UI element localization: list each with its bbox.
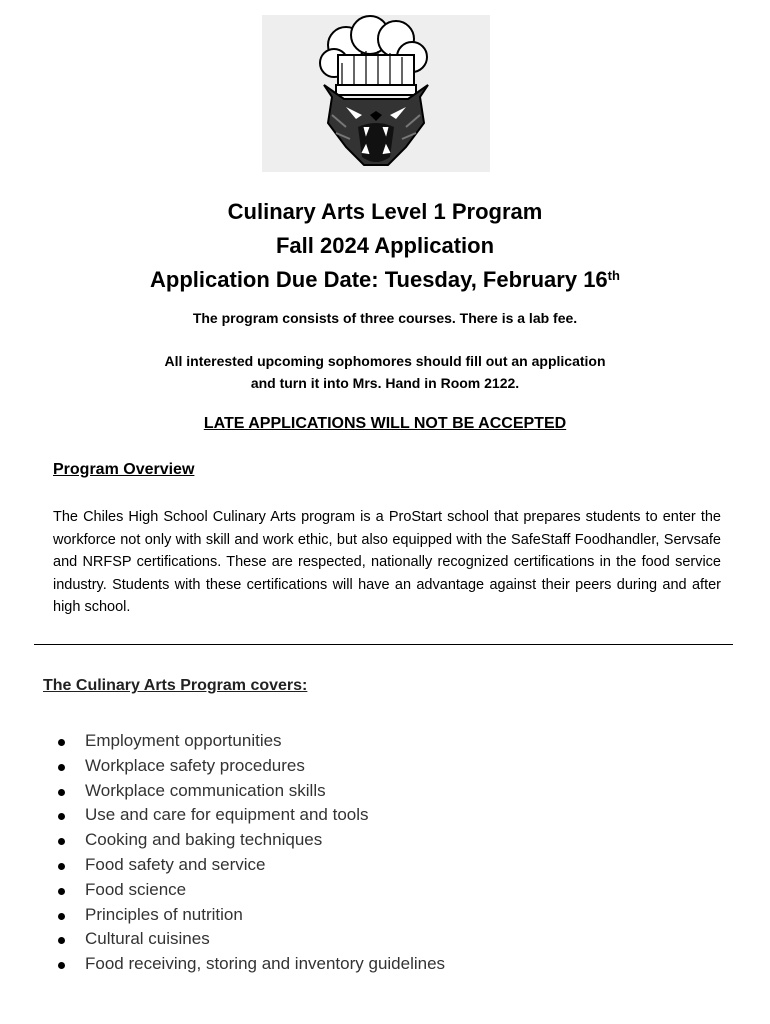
list-item (56, 828, 445, 853)
wolf-chef-hat-mascot-icon (262, 15, 490, 172)
instructions-line-1: All interested upcoming sophomores should fill out an application (164, 353, 606, 369)
wolf-chef-mascot-logo (262, 15, 490, 172)
application-term: Fall 2024 Application (275, 233, 495, 258)
bullet-icon (58, 813, 65, 820)
program-title: Culinary Arts Level 1 Program (227, 199, 543, 224)
section-divider (34, 644, 733, 645)
program-covers-heading: The Culinary Arts Program covers: (43, 677, 308, 694)
bullet-icon (58, 739, 65, 746)
bullet-icon (58, 789, 65, 796)
program-overview-body: The Chiles High School Culinary Arts program is a ProStart school that prepares students to enter the workforce not only with skill and work ethic, but also equipped with the SafeStaff Foodhandler, Servsafe and NRFSP certifications. These are respected, nationally recognized certifications in the food service industry. Students with these certifications will have an advantage against their peers during and after high school. (53, 509, 721, 616)
list-item-text: Food safety and service (85, 854, 266, 874)
list-item (56, 729, 445, 754)
due-date (0, 263, 770, 297)
instructions-line-2: and turn it into Mrs. Hand in Room 2122. (250, 375, 520, 391)
program-covers-list (56, 729, 445, 977)
list-item-text: Workplace safety procedures (85, 755, 305, 775)
list-item (56, 754, 445, 779)
list-item-text: Workplace communication skills (85, 780, 326, 800)
list-item (56, 803, 445, 828)
bullet-icon (58, 838, 65, 845)
list-item (56, 878, 445, 903)
due-date-suffix: th (607, 268, 620, 283)
bullet-icon (58, 888, 65, 895)
list-item (56, 903, 445, 928)
list-item-text: Cooking and baking techniques (85, 830, 323, 850)
title-block (0, 195, 770, 297)
late-applications-notice: LATE APPLICATIONS WILL NOT BE ACCEPTED (203, 415, 567, 432)
list-item (56, 927, 445, 952)
bullet-icon (58, 863, 65, 870)
due-date-text: Application Due Date: Tuesday, February 16 (150, 267, 608, 292)
list-item (56, 853, 445, 878)
bullet-icon (58, 937, 65, 944)
bullet-icon (58, 962, 65, 969)
list-item-text: Cultural cuisines (85, 929, 210, 949)
list-item-text: Use and care for equipment and tools (85, 805, 369, 825)
bullet-icon (58, 913, 65, 920)
list-item-text: Food science (85, 879, 187, 899)
list-item (56, 952, 445, 977)
lab-fee-note: The program consists of three courses. There is a lab fee. (192, 310, 578, 326)
list-item-text: Employment opportunities (85, 731, 282, 750)
list-item-text: Principles of nutrition (85, 904, 243, 924)
program-overview-heading: Program Overview (53, 461, 195, 478)
list-item (56, 779, 445, 804)
list-item-text: Food receiving, storing and inventory guidelines (85, 954, 446, 974)
bullet-icon (58, 764, 65, 771)
